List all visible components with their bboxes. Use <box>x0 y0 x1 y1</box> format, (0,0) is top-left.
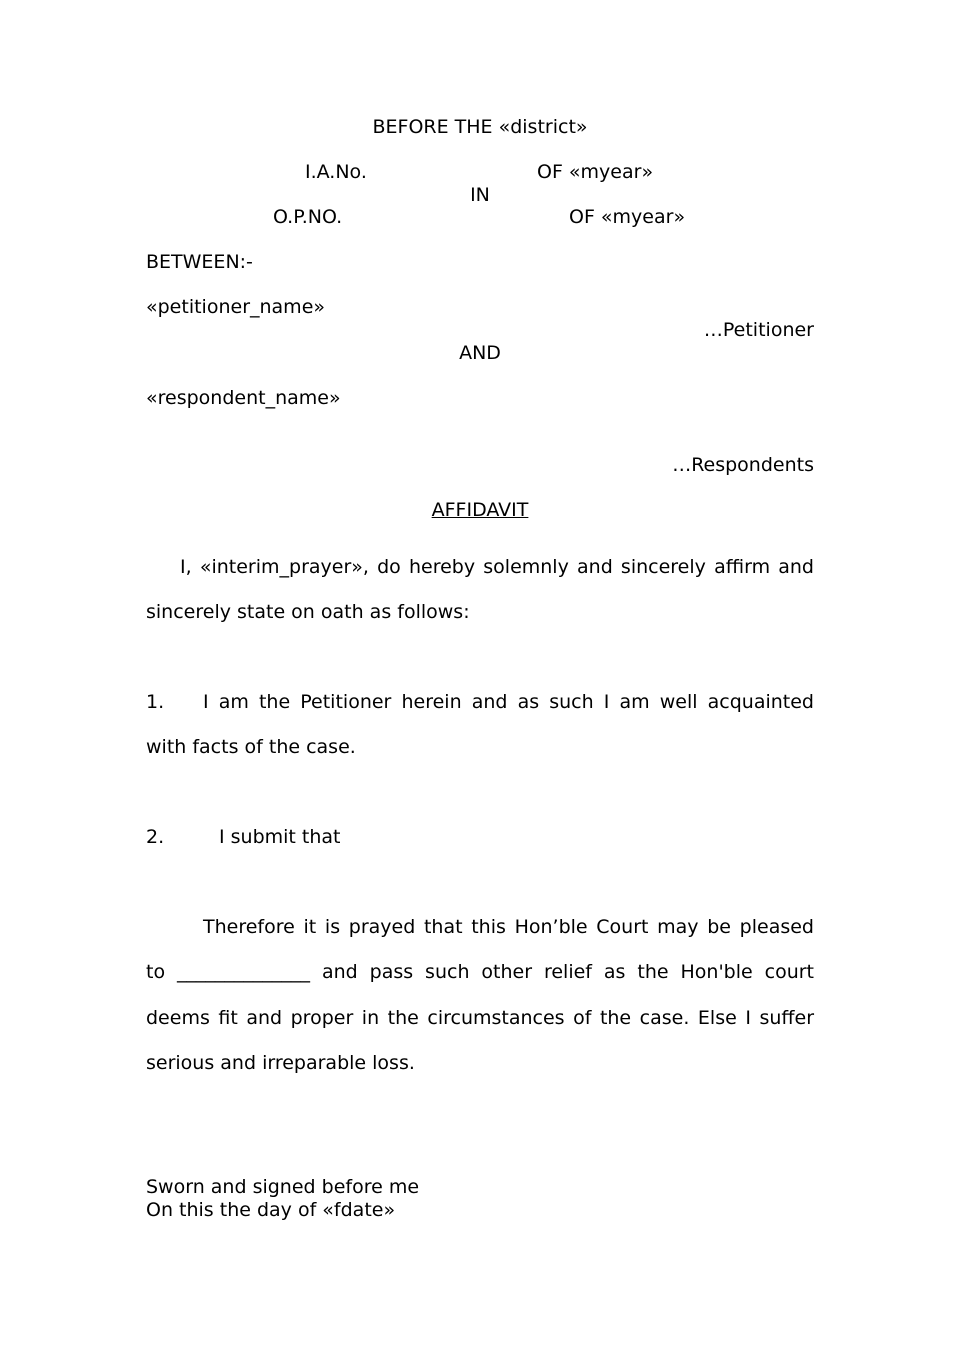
paragraph-2-number: 2. <box>146 826 165 848</box>
paragraph-1-line-2: with facts of the case. <box>146 736 356 758</box>
prayer-blank: ______________ <box>177 961 311 983</box>
respondent-name: «respondent_name» <box>146 387 341 409</box>
ia-year: OF «myear» <box>537 161 654 183</box>
intro-line-2: sincerely state on oath as follows: <box>146 601 470 623</box>
intro-line-1: I, «interim_prayer», do hereby solemnly and sincerely affirm and <box>180 556 814 578</box>
respondent-label: …Respondents <box>672 454 814 476</box>
paragraph-1-line-1: I am the Petitioner herein and as such I am well acquainted <box>203 691 814 713</box>
op-year: OF «myear» <box>569 206 686 228</box>
paragraph-2-line-1: I submit that <box>219 826 341 848</box>
op-number-label: O.P.NO. <box>273 206 343 228</box>
prayer-line-2-rest: and pass such other relief as the Hon'ble court <box>321 961 814 983</box>
and-label: AND <box>459 342 501 364</box>
prayer-line-3: deems fit and proper in the circumstances of the case. Else I suffer <box>146 1007 814 1029</box>
document-title-text: AFFIDAVIT <box>431 499 529 521</box>
petitioner-name: «petitioner_name» <box>146 296 326 318</box>
petitioner-label: …Petitioner <box>703 319 814 341</box>
prayer-line-2 <box>146 961 814 984</box>
signature-line-2: On this the day of «fdate» <box>146 1199 396 1221</box>
in-label: IN <box>470 184 490 206</box>
prayer-line-2-start: to <box>146 961 166 983</box>
signature-line-1: Sworn and signed before me <box>146 1176 420 1198</box>
court-heading: BEFORE THE «district» <box>372 116 588 138</box>
prayer-line-1: Therefore it is prayed that this Hon’ble Court may be pleased <box>203 916 814 938</box>
between-label: BETWEEN:- <box>146 251 253 273</box>
document-title <box>0 499 960 522</box>
prayer-line-4: serious and irreparable loss. <box>146 1052 415 1074</box>
paragraph-1-number: 1. <box>146 691 165 713</box>
ia-number-label: I.A.No. <box>305 161 367 183</box>
